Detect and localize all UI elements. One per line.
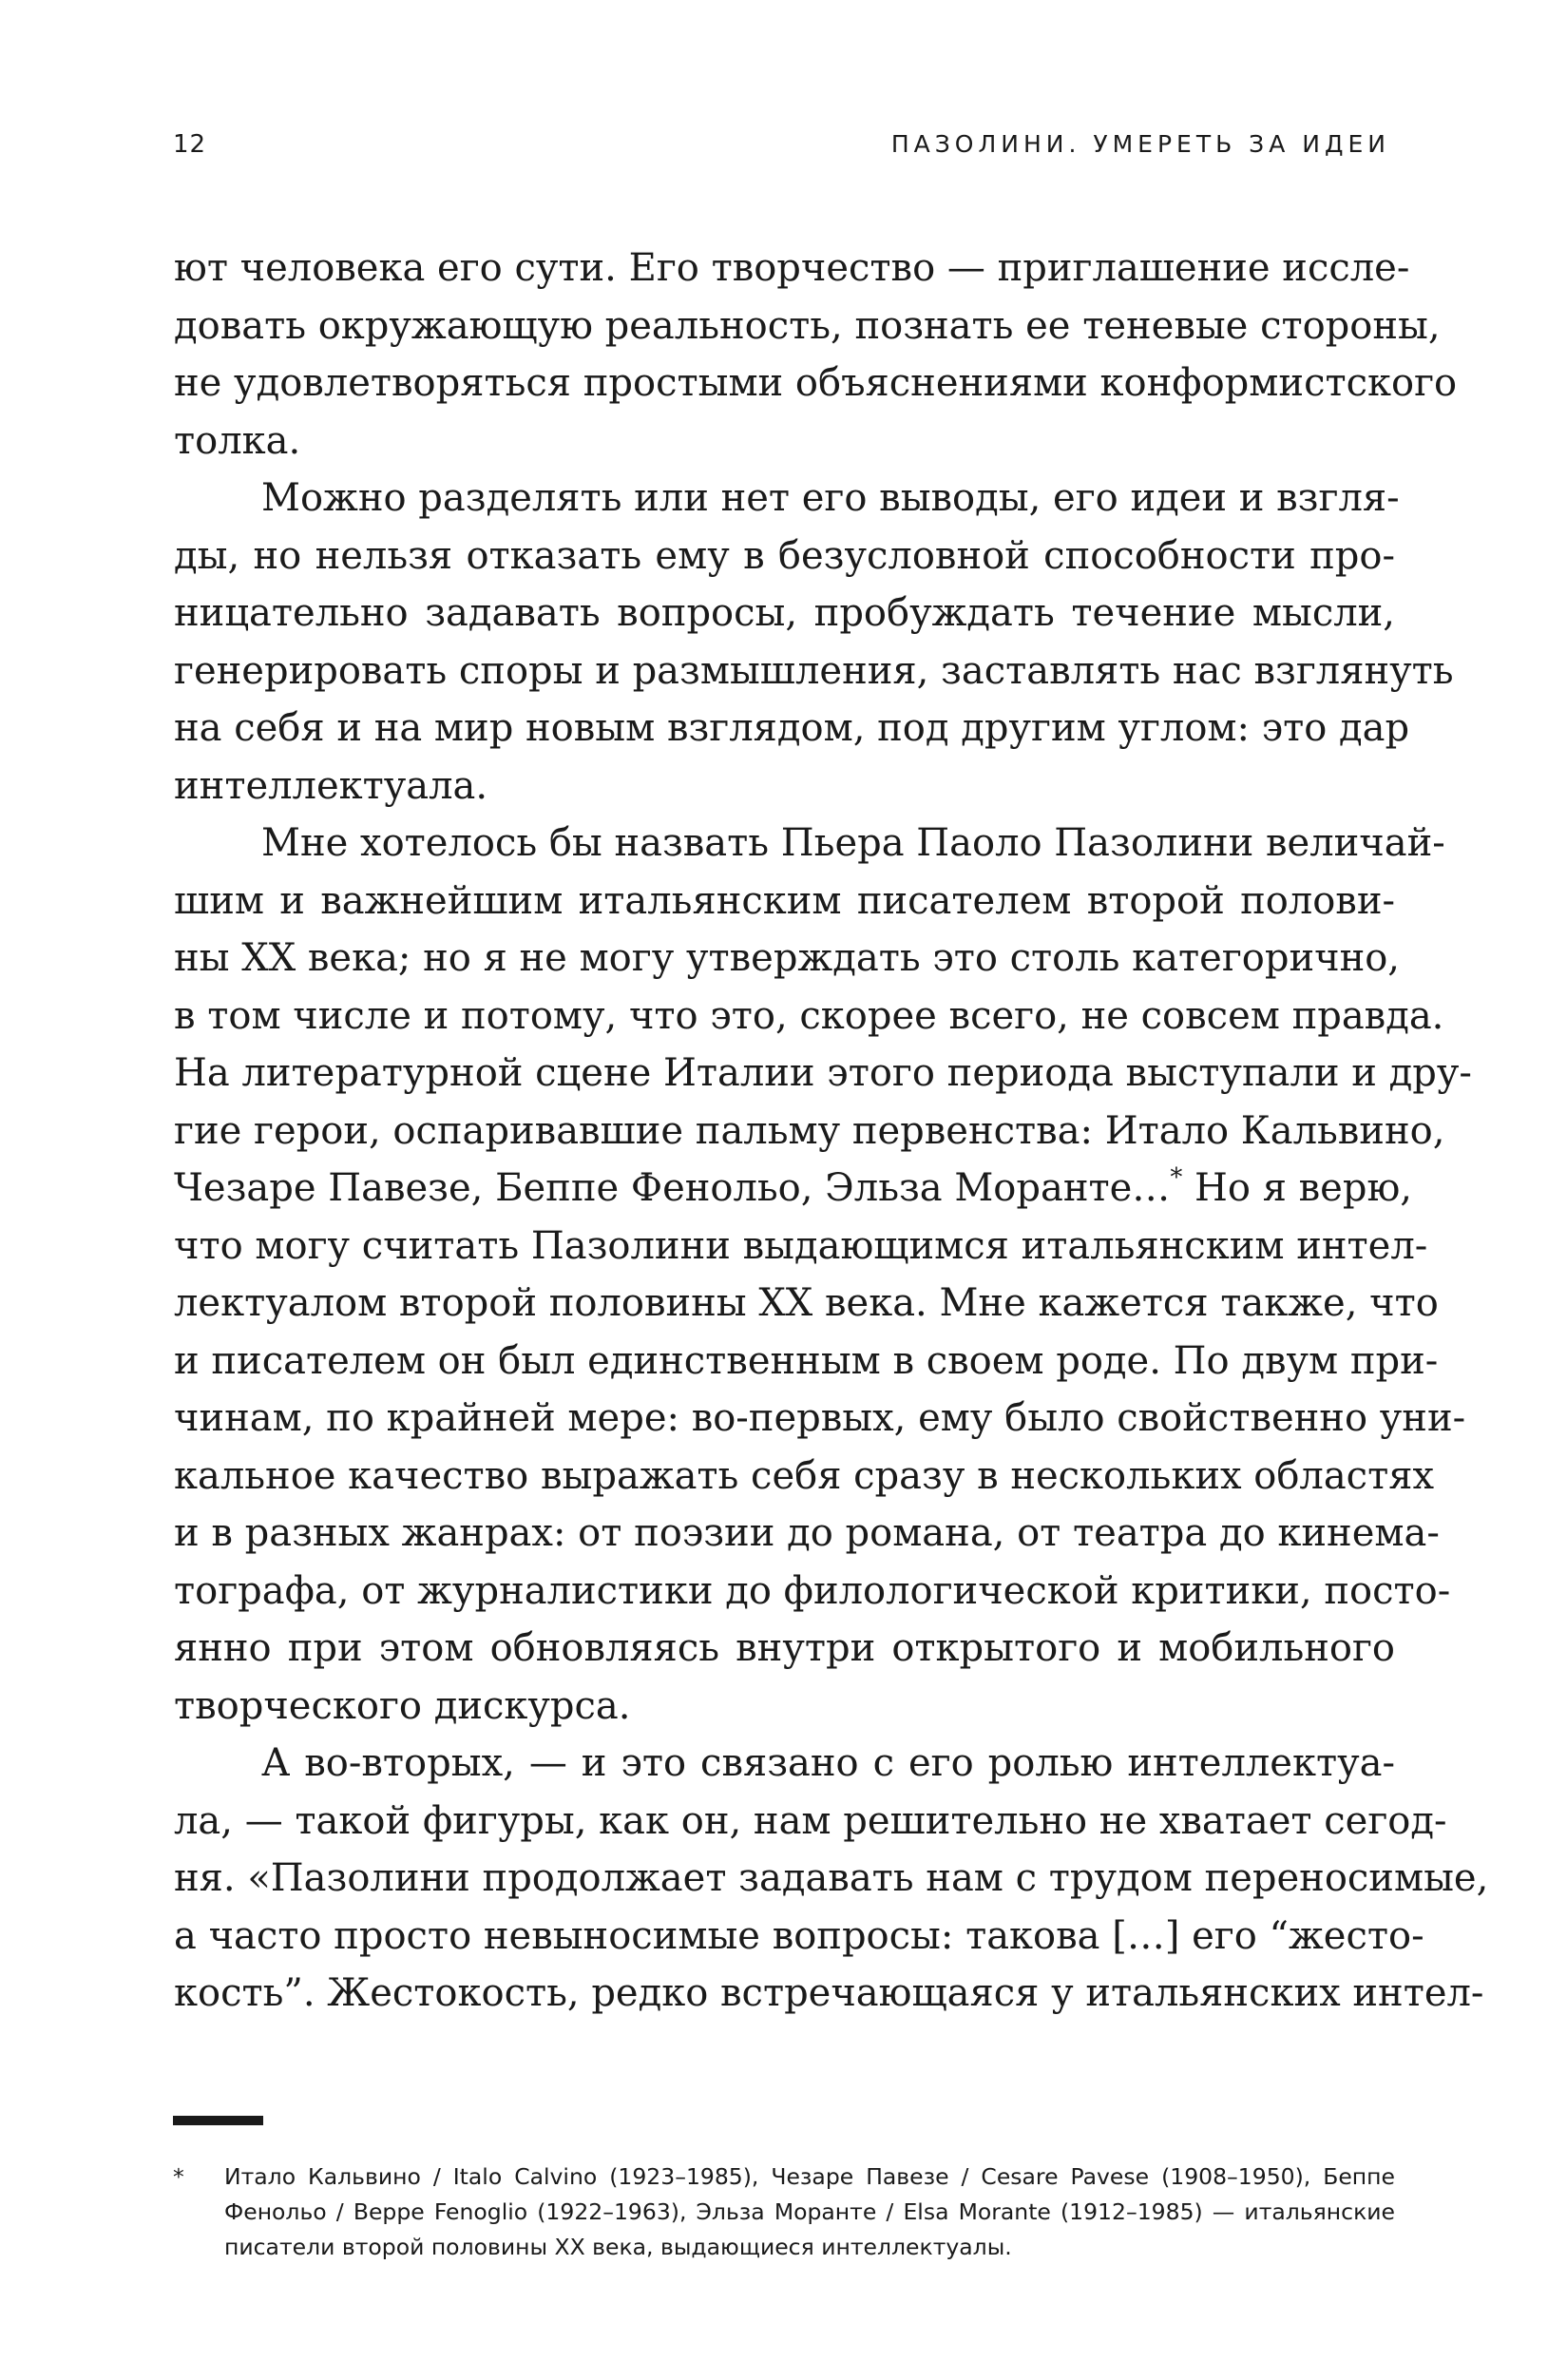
- text-line: толка.: [174, 418, 301, 463]
- footnote: [173, 2159, 1395, 2265]
- footnote-line: Итало Кальвино / Italo Calvino (1923–1985), Чезаре Павезе / Cesare Pavese (1908–1950), Беппе: [224, 2163, 1395, 2190]
- text-line: и писателем он был единственным в своем роде. По двум при-: [174, 1338, 1439, 1383]
- footnote-line: писатели второй половины XX века, выдающиеся интеллектуалы.: [224, 2234, 1012, 2260]
- text-line: тографа, от журналистики до филологической критики, посто-: [174, 1568, 1451, 1613]
- text-line: А во-вторых, — и это связано с его ролью интеллектуа-: [261, 1741, 1395, 1785]
- text-line: Можно разделять или нет его выводы, его идеи и взгля-: [261, 476, 1400, 520]
- paragraph-3: [174, 815, 1472, 1735]
- text-line: ла, — такой фигуры, как он, нам решительно не хватает сегод-: [174, 1798, 1447, 1843]
- text-line: ны XX века; но я не могу утверждать это столь категорично,: [174, 936, 1401, 980]
- footnote-mark: *: [173, 2163, 184, 2190]
- paragraph-2: [174, 470, 1454, 815]
- text-line: янно при этом обновляясь внутри открытого и мобильного: [174, 1626, 1395, 1670]
- footnote-separator: [173, 2116, 263, 2125]
- text-line: генерировать споры и размышления, заставлять нас взглянуть: [174, 648, 1454, 693]
- text-line-with-footnote: [174, 1160, 1412, 1218]
- text-line: в том числе и потому, что это, скорее всего, не совсем правда.: [174, 993, 1444, 1038]
- text-line: довать окружающую реальность, познать ее теневые стороны,: [174, 303, 1441, 348]
- text-line: гие герои, оспаривавшие пальму первенства: Итало Кальвино,: [174, 1108, 1445, 1153]
- text-line: интеллектуала.: [174, 763, 488, 808]
- paragraph-4: [174, 1735, 1489, 2023]
- paragraph-1: [174, 240, 1458, 470]
- text-line: ницательно задавать вопросы, пробуждать течение мысли,: [174, 591, 1395, 635]
- footnote-body: [224, 2159, 1395, 2265]
- text-line: кальное качество выражать себя сразу в нескольких областях: [174, 1453, 1434, 1498]
- text-line: не удовлетворяться простыми объяснениями конформистского: [174, 361, 1458, 405]
- running-title: ПАЗОЛИНИ. УМЕРЕТЬ ЗА ИДЕИ: [890, 130, 1390, 158]
- text-line: а часто просто невыносимые вопросы: такова […] его “жесто-: [174, 1913, 1424, 1958]
- text-line: творческого дискурса.: [174, 1683, 631, 1728]
- text-line: шим и важнейшим итальянским писателем второй полови-: [174, 878, 1395, 923]
- text-line: кость”. Жестокость, редко встречающаяся у итальянских интел-: [174, 1971, 1484, 2015]
- text-line: чинам, по крайней мере: во-первых, ему было свойственно уни-: [174, 1396, 1466, 1440]
- text-segment: Чезаре Павезе, Беппе Фенольо, Эльза Моранте…: [174, 1166, 1171, 1210]
- text-line: На литературной сцене Италии этого периода выступали и дру-: [174, 1051, 1472, 1095]
- text-line: что могу считать Пазолини выдающимся итальянским интел-: [174, 1223, 1428, 1268]
- text-line: ды, но нельзя отказать ему в безусловной способности про-: [174, 533, 1395, 578]
- text-line: Мне хотелось бы назвать Пьера Паоло Пазолини величай-: [261, 821, 1445, 865]
- main-text: [174, 240, 1489, 2023]
- text-line: ня. «Пазолини продолжает задавать нам с трудом переносимые,: [174, 1856, 1489, 1900]
- text-line: и в разных жанрах: от поэзии до романа, от театра до кинема-: [174, 1511, 1440, 1555]
- text-line: лектуалом второй половины XX века. Мне кажется также, что: [174, 1281, 1439, 1325]
- footnote-reference[interactable]: *: [1170, 1163, 1183, 1192]
- text-line: ют человека его сути. Его творчество — приглашение иссле-: [174, 246, 1410, 290]
- page-number: 12: [173, 130, 207, 159]
- text-segment: Но я верю,: [1182, 1166, 1412, 1210]
- footnote-line: Фенольо / Beppe Fenoglio (1922–1963), Эльза Моранте / Elsa Morante (1912–1985) — итальянские: [224, 2198, 1395, 2225]
- text-line: на себя и на мир новым взглядом, под другим углом: это дар: [174, 706, 1410, 750]
